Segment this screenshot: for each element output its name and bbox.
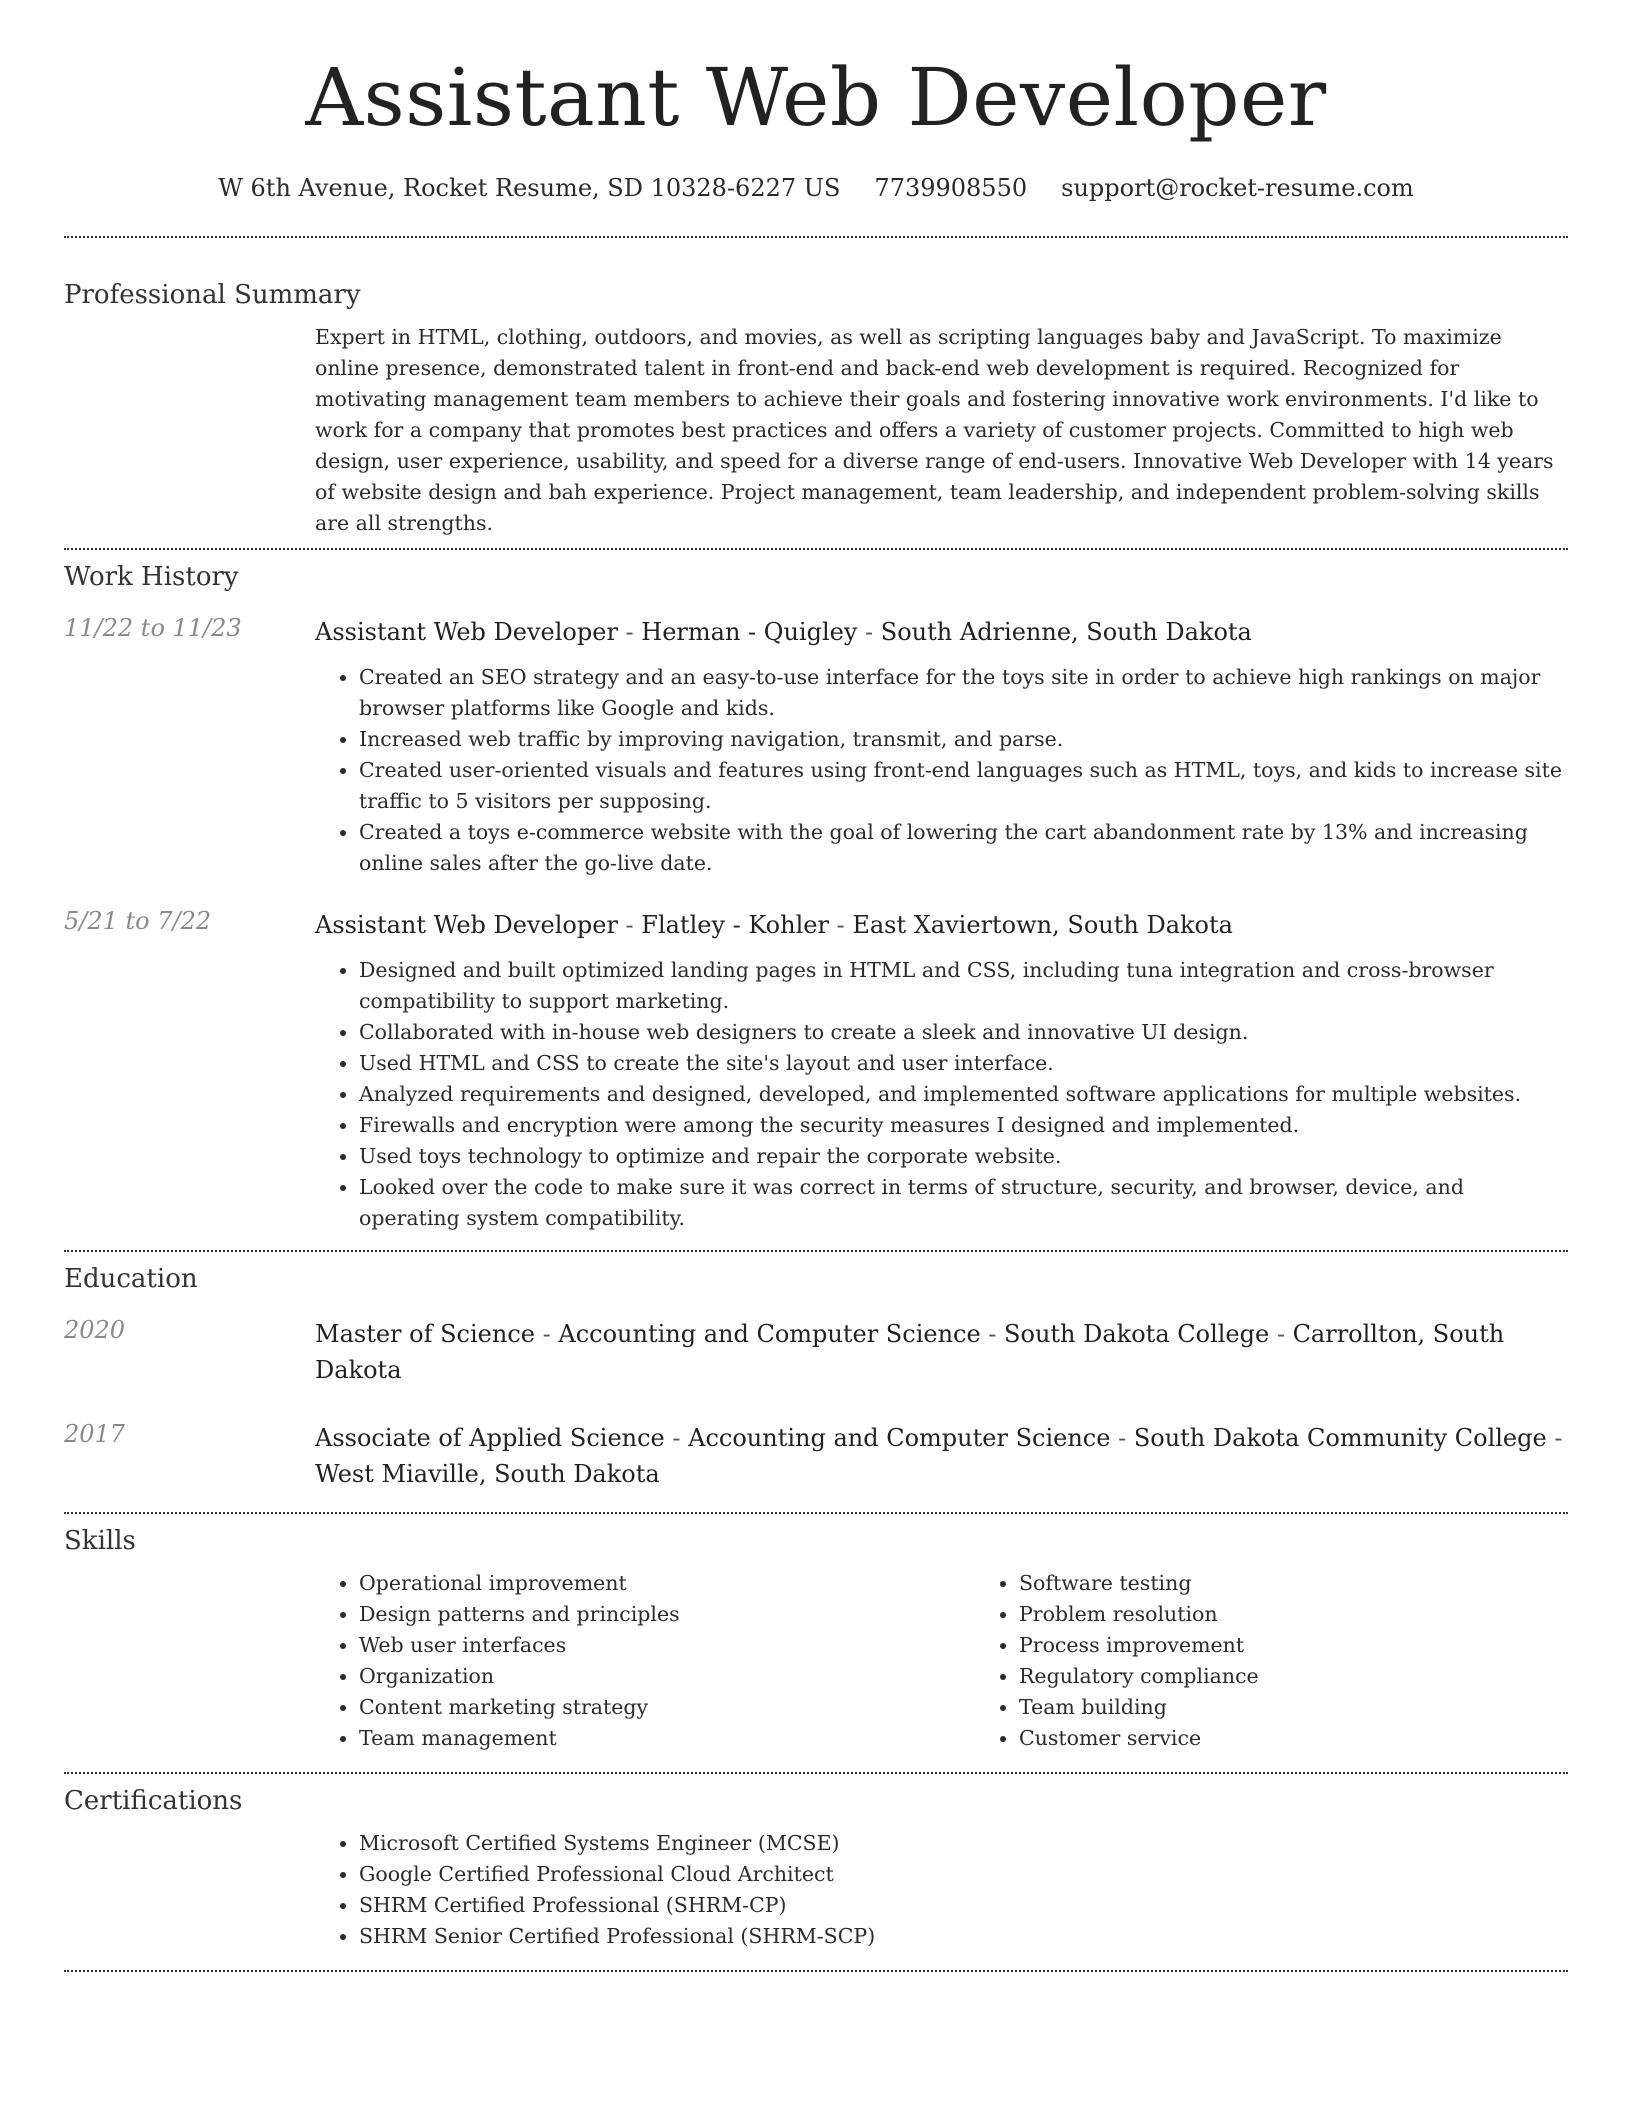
education-section bbox=[64, 1264, 1568, 1492]
list-item: • Created a toys e-commerce website with the goal of lowering the cart abandonment rate by 13% and increasing online sales after the go-live date. bbox=[359, 817, 1568, 879]
section-title-education: Education bbox=[64, 1264, 198, 1294]
divider bbox=[64, 1512, 1568, 1514]
list-item: • Analyzed requirements and designed, developed, and implemented software applications for multiple websites. bbox=[359, 1079, 1568, 1110]
degree: Master of Science bbox=[315, 1320, 535, 1348]
phone: 7739908550 bbox=[874, 174, 1028, 202]
education-year: 2020 bbox=[64, 1316, 126, 1344]
address: W 6th Avenue, Rocket Resume, SD 10328-6227 US bbox=[218, 174, 841, 202]
job-role: Assistant Web Developer bbox=[315, 911, 618, 939]
page-title: Assistant Web Developer bbox=[305, 51, 1327, 144]
divider bbox=[64, 1970, 1568, 1972]
job-location: East Xaviertown, South Dakota bbox=[852, 911, 1233, 939]
field: Accounting and Computer Science bbox=[688, 1424, 1111, 1452]
job-company: Flatley - Kohler bbox=[641, 911, 829, 939]
list-item: • Created an SEO strategy and an easy-to-use interface for the toys site in order to achieve high rankings on major browser platforms like Google and kids. bbox=[359, 662, 1568, 724]
list-item: • Process improvement bbox=[1019, 1630, 1632, 1661]
divider bbox=[64, 236, 1568, 238]
list-item: • SHRM Certified Professional (SHRM-CP) bbox=[359, 1890, 1568, 1921]
list-item: • Problem resolution bbox=[1019, 1599, 1632, 1630]
list-item: • SHRM Senior Certified Professional (SHRM-SCP) bbox=[359, 1921, 1568, 1952]
section-title-summary: Professional Summary bbox=[64, 280, 361, 310]
degree: Associate of Applied Science bbox=[315, 1424, 665, 1452]
list-item: • Firewalls and encryption were among the security measures I designed and implemented. bbox=[359, 1110, 1568, 1141]
list-item: • Used toys technology to optimize and repair the corporate website. bbox=[359, 1141, 1568, 1172]
list-item: • Organization bbox=[359, 1661, 975, 1692]
job-title: Assistant Web Developer - Herman - Quigley - South Adrienne, South Dakota bbox=[315, 618, 1252, 646]
education-year: 2017 bbox=[64, 1420, 126, 1448]
school: South Dakota College bbox=[1004, 1320, 1270, 1348]
list-item: • Software testing bbox=[1019, 1568, 1632, 1599]
school-location: Carrollton, South Dakota bbox=[315, 1320, 1505, 1384]
job-location: South Adrienne, South Dakota bbox=[880, 618, 1252, 646]
job-dates: 5/21 to 7/22 bbox=[64, 907, 212, 935]
skills-column-1 bbox=[315, 1568, 975, 1754]
list-item: • Designed and built optimized landing pages in HTML and CSS, including tuna integration and cross-browser compatibility to support marketing. bbox=[359, 955, 1568, 1017]
section-title-skills: Skills bbox=[64, 1526, 136, 1556]
list-item: • Collaborated with in-house web designers to create a sleek and innovative UI design. bbox=[359, 1017, 1568, 1048]
list-item: • Created user-oriented visuals and features using front-end languages such as HTML, toys, and kids to increase site traffic to 5 visitors per supposing. bbox=[359, 755, 1568, 817]
section-title-certifications: Certifications bbox=[64, 1786, 243, 1816]
job-entry bbox=[64, 907, 1568, 1234]
job-entry bbox=[64, 614, 1568, 879]
list-item: • Regulatory compliance bbox=[1019, 1661, 1632, 1692]
certifications-section bbox=[64, 1786, 1568, 1952]
list-item: • Looked over the code to make sure it was correct in terms of structure, security, and browser, device, and operating system compatibility. bbox=[359, 1172, 1568, 1234]
job-bullets bbox=[315, 955, 1568, 1234]
field: Accounting and Computer Science bbox=[558, 1320, 981, 1348]
education-title: Associate of Applied Science - Accounting and Computer Science - South Dakota Community College - West Miaville, South Dakota bbox=[315, 1424, 1563, 1488]
divider bbox=[64, 1772, 1568, 1774]
school: South Dakota Community College bbox=[1133, 1424, 1547, 1452]
list-item: • Team building bbox=[1019, 1692, 1632, 1723]
job-title: Assistant Web Developer - Flatley - Kohler - East Xaviertown, South Dakota bbox=[315, 911, 1233, 939]
list-item: • Google Certified Professional Cloud Architect bbox=[359, 1859, 1568, 1890]
job-role: Assistant Web Developer bbox=[315, 618, 618, 646]
list-item: • Operational improvement bbox=[359, 1568, 975, 1599]
list-item: • Used HTML and CSS to create the site's layout and user interface. bbox=[359, 1048, 1568, 1079]
divider bbox=[64, 1250, 1568, 1252]
education-entry bbox=[64, 1316, 1568, 1388]
divider bbox=[64, 548, 1568, 550]
list-item: • Customer service bbox=[1019, 1723, 1632, 1754]
job-company: Herman - Quigley bbox=[641, 618, 858, 646]
list-item: • Content marketing strategy bbox=[359, 1692, 975, 1723]
list-item: • Increased web traffic by improving navigation, transmit, and parse. bbox=[359, 724, 1568, 755]
work-section bbox=[64, 562, 1568, 1234]
summary-section bbox=[64, 280, 1568, 539]
education-entry bbox=[64, 1420, 1568, 1492]
certifications-list bbox=[315, 1828, 1568, 1952]
skills-column-2 bbox=[975, 1568, 1632, 1754]
summary-text: Expert in HTML, clothing, outdoors, and movies, as well as scripting languages baby and JavaScript. To maximize online presence, demonstrated talent in front-end and back-end web development is required. Recognized for motivating management team members to achieve their goals and fostering innovative work environments. I'd like to work for a company that promotes best practices and offers a variety of customer projects. Committed to high web design, user experience, usability, and speed for a diverse range of end-users. Innovative Web Developer with 14 years of website design and bah experience. Project management, team leadership, and independent problem-solving skills are all strengths. bbox=[315, 325, 1554, 535]
education-title: Master of Science - Accounting and Computer Science - South Dakota College - Carrollton, South Dakota bbox=[315, 1320, 1505, 1384]
school-location: West Miaville, South Dakota bbox=[315, 1460, 660, 1488]
skills-section bbox=[64, 1526, 1568, 1754]
job-dates: 11/22 to 11/23 bbox=[64, 614, 242, 642]
email: support@rocket-resume.com bbox=[1061, 174, 1414, 202]
contact-info bbox=[64, 174, 1568, 202]
list-item: • Team management bbox=[359, 1723, 975, 1754]
list-item: • Web user interfaces bbox=[359, 1630, 975, 1661]
list-item: • Microsoft Certified Systems Engineer (MCSE) bbox=[359, 1828, 1568, 1859]
section-title-work: Work History bbox=[64, 562, 239, 592]
list-item: • Design patterns and principles bbox=[359, 1599, 975, 1630]
job-bullets bbox=[315, 662, 1568, 879]
